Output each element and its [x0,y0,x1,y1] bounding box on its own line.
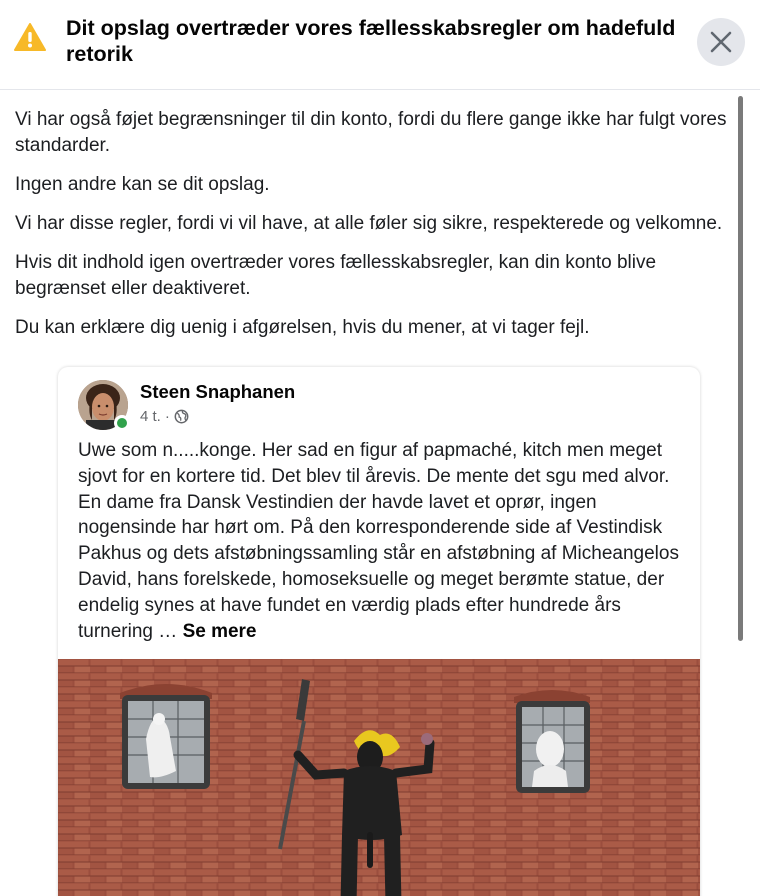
rules-reason-paragraph: Vi har disse regler, fordi vi vil have, at alle føler sig sikre, respekterede og velkomne. [15,213,723,234]
post-timestamp[interactable]: 4 t. [140,408,161,425]
post-photo[interactable] [58,659,700,896]
dialog-body [15,107,735,354]
visibility-paragraph: Ingen andre kan se dit opslag. [15,174,270,195]
post-author-name[interactable]: Steen Snaphanen [140,381,296,402]
post-body [78,438,688,644]
close-icon [710,31,732,53]
online-status-dot [114,415,130,431]
post-preview-card [58,367,700,896]
dialog-header [0,0,760,90]
appeal-paragraph: Du kan erklære dig uenig i afgørelsen, hvis du mener, at vi tager fejl. [15,317,590,338]
dialog-title: Dit opslag overtræder vores fællesskabsregler om hadefuld retorik [66,16,676,66]
globe-icon [174,409,189,424]
meta-separator: · [164,408,170,425]
post-meta [140,408,189,425]
restriction-paragraph: Vi har også føjet begrænsninger til din konto, fordi du flere gange ikke har fulgt vores standarder. [15,109,727,156]
consequence-paragraph: Hvis dit indhold igen overtræder vores fællesskabsregler, kan din konto blive begrænset eller deaktiveret. [15,252,657,299]
scrollbar[interactable] [738,96,743,641]
warning-triangle-icon [14,22,46,52]
post-text: Uwe som n.....konge. Her sad en figur af papmaché, kitch men meget sjovt for en kortere tid. Det blev til årevis. De mente det sgu med alvor. En dame fra Dansk Vestindien der havde lavet et oprør, ingen nogensinde har hørt om. På den korresponderende side af Vestindisk Pakhus og dets afstøbningssamling står en afstøbning af Micheangelos David, hans forelskede, homoseksuelle og meget berømte statue, der endelig synes at have fundet en værdig plads efter hundrede års turnering … [78,440,679,642]
close-button[interactable] [697,18,745,66]
see-more-link[interactable]: Se mere [182,620,257,642]
